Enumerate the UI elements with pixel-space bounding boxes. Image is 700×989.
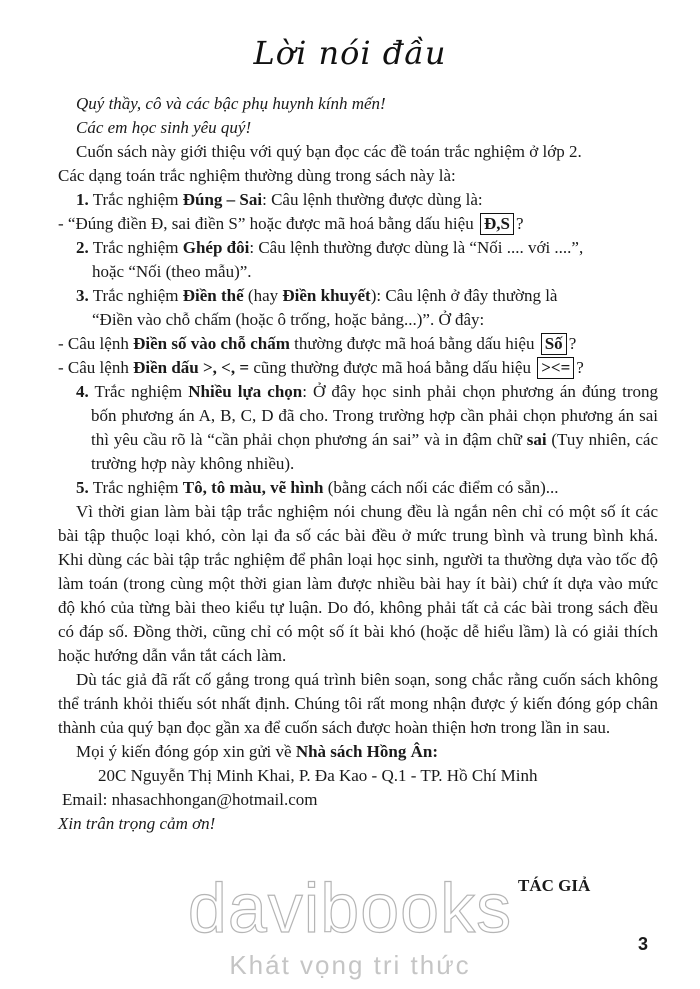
thanks-line: Xin trân trọng cảm ơn! bbox=[58, 814, 216, 833]
list-item-4: 4. Trắc nghiệm Nhiều lựa chọn: Ở đây học sinh phải chọn phương án đúng trong bốn phương án A, B, C, D đã cho. Trong trường hợp cần phải chọn phương án sai thì yêu cầu rõ là “cần phải chọn phương án sai” và in đậm chữ sai (Tuy nhiên, các trường hợp này không nhiều). bbox=[76, 382, 658, 473]
list-item-1: 1. Trắc nghiệm Đúng – Sai: Câu lệnh thường được dùng là: bbox=[76, 190, 483, 209]
watermark-logo: davibooks bbox=[187, 869, 513, 947]
intro-line-2: Các dạng toán trắc nghiệm thường dùng trong sách này là: bbox=[58, 166, 456, 185]
page-title: Lời nói đầu bbox=[253, 34, 447, 72]
code-box-so: Số bbox=[541, 333, 567, 355]
paragraph-1: Vì thời gian làm bài tập trắc nghiệm nói chung đều là ngắn nên chỉ có một số ít các bài tập thuộc loại khó, còn lại đa số các bài đều ở mức trung bình và trung bình khá. Khi dùng các bài tập trắc nghiệm để phân loại học sinh, người ta thường dựa vào tốc độ làm toán (trong cùng một thời gian làm được nhiều bài hay ít bài) chứ ít dựa vào mức độ khó của từng bài theo kiểu tự luận. Do đó, không phải tất cả các bài trong sách đều có đáp số. Đồng thời, cũng chỉ có một số ít bài khó (hoặc dễ hiểu lầm) là có giải thích hoặc hướng dẫn vắn tắt cách làm. bbox=[58, 502, 658, 665]
list-item-3: 3. Trắc nghiệm Điền thế (hay Điền khuyết): Câu lệnh ở đây thường là bbox=[76, 286, 558, 305]
list-item-3-bullet-2: - Câu lệnh Điền dấu >, <, = cũng thường được mã hoá bằng dấu hiệu ><= ? bbox=[58, 358, 584, 377]
code-box-dung-sai: Đ,S bbox=[480, 213, 514, 235]
code-box-dau: ><= bbox=[537, 357, 574, 379]
page-number: 3 bbox=[638, 934, 649, 954]
contact-address: 20C Nguyễn Thị Minh Khai, P. Đa Kao - Q.1 - TP. Hồ Chí Minh bbox=[98, 766, 538, 785]
intro-line-1: Cuốn sách này giới thiệu với quý bạn đọc các đề toán trắc nghiệm ở lớp 2. bbox=[76, 142, 582, 161]
greeting-line-1: Quý thầy, cô và các bậc phụ huynh kính mến! bbox=[76, 94, 386, 113]
list-item-2: 2. Trắc nghiệm Ghép đôi: Câu lệnh thường được dùng là “Nối .... với ....”, bbox=[76, 238, 584, 257]
list-item-3-bullet-1: - Câu lệnh Điền số vào chỗ chấm thường được mã hoá bằng dấu hiệu Số ? bbox=[58, 334, 577, 353]
contact-line: Mọi ý kiến đóng góp xin gửi về Nhà sách Hồng Ân: bbox=[76, 742, 438, 761]
watermark-tagline: Khát vọng tri thức bbox=[229, 950, 471, 980]
author-signature: TÁC GIẢ bbox=[518, 876, 591, 895]
list-item-5: 5. Trắc nghiệm Tô, tô màu, vẽ hình (bằng cách nối các điểm có sẵn)... bbox=[76, 478, 559, 497]
page-content bbox=[58, 92, 658, 836]
list-item-2-line-2: hoặc “Nối (theo mẫu)”. bbox=[92, 262, 252, 281]
paragraph-2: Dù tác giả đã rất cố gắng trong quá trình biên soạn, song chắc rằng cuốn sách không thể tránh khỏi thiếu sót nhất định. Chúng tôi rất mong nhận được ý kiến đóng góp chân thành của quý bạn đọc gần xa để cuốn sách được hoàn thiện hơn trong lần in sau. bbox=[58, 670, 658, 737]
list-item-1-bullet: - “Đúng điền Đ, sai điền S” hoặc được mã hoá bằng dấu hiệu Đ,S ? bbox=[58, 214, 524, 233]
contact-email: Email: nhasachhongan@hotmail.com bbox=[62, 790, 318, 809]
greeting-line-2: Các em học sinh yêu quý! bbox=[76, 118, 252, 137]
list-item-3-line-2: “Điền vào chỗ chấm (hoặc ô trống, hoặc bảng...)”. Ở đây: bbox=[92, 310, 485, 329]
